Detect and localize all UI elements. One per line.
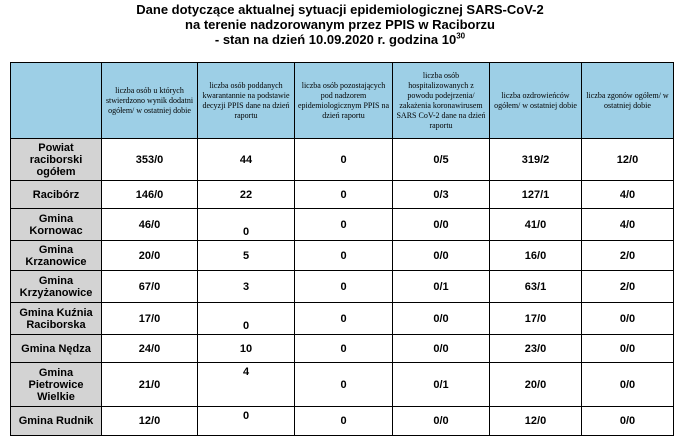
row-name: Gmina Kuźnia Raciborska xyxy=(11,303,102,335)
row-name: Powiat raciborski ogółem xyxy=(11,139,102,181)
surveillance-cell: 0 xyxy=(295,303,393,335)
deaths-cell: 4/0 xyxy=(582,209,674,241)
hospitalized-cell: 0/0 xyxy=(393,241,490,271)
table-row xyxy=(11,241,674,271)
row-name: Gmina Krzanowice xyxy=(11,241,102,271)
hospitalized-cell: 0/5 xyxy=(393,139,490,181)
positive-cell: 12/0 xyxy=(102,407,198,436)
header-positive: liczba osób u których stwierdzono wynik dodatni ogółem/ w ostatniej dobie xyxy=(102,63,198,139)
title-line-3-text: - stan na dzień 10.09.2020 r. godzina 10 xyxy=(214,32,457,47)
surveillance-cell: 0 xyxy=(295,271,393,303)
deaths-cell: 0/0 xyxy=(582,335,674,363)
recovered-cell: 63/1 xyxy=(490,271,582,303)
report-title xyxy=(0,2,680,47)
deaths-cell: 0/0 xyxy=(582,303,674,335)
row-name: Gmina Pietrowice Wielkie xyxy=(11,363,102,407)
table-row xyxy=(11,303,674,335)
surveillance-cell: 0 xyxy=(295,363,393,407)
table-row xyxy=(11,271,674,303)
quarantine-cell: 3 xyxy=(198,271,295,303)
row-name: Gmina Nędza xyxy=(11,335,102,363)
recovered-cell: 20/0 xyxy=(490,363,582,407)
recovered-cell: 41/0 xyxy=(490,209,582,241)
table-row xyxy=(11,209,674,241)
recovered-cell: 17/0 xyxy=(490,303,582,335)
title-line-1: Dane dotyczące aktualnej sytuacji epidemiologicznej SARS-CoV-2 xyxy=(136,2,544,17)
recovered-cell: 23/0 xyxy=(490,335,582,363)
quarantine-cell: 44 xyxy=(198,139,295,181)
recovered-cell: 127/1 xyxy=(490,181,582,209)
deaths-cell: 2/0 xyxy=(582,241,674,271)
positive-cell: 46/0 xyxy=(102,209,198,241)
deaths-cell: 0/0 xyxy=(582,363,674,407)
quarantine-cell: 10 xyxy=(198,335,295,363)
table-row xyxy=(11,335,674,363)
hospitalized-cell: 0/1 xyxy=(393,271,490,303)
covid-statistics-table xyxy=(10,62,674,436)
title-line-2: na terenie nadzorowanym przez PPIS w Raciborzu xyxy=(185,17,495,32)
header-deaths: liczba zgonów ogółem/ w ostatniej dobie xyxy=(582,63,674,139)
surveillance-cell: 0 xyxy=(295,209,393,241)
table-row xyxy=(11,407,674,436)
header-surveillance: liczba osób pozostających pod nadzorem epidemiologicznym PPIS na dzień raportu xyxy=(295,63,393,139)
positive-cell: 67/0 xyxy=(102,271,198,303)
table-row xyxy=(11,139,674,181)
quarantine-cell: 5 xyxy=(198,241,295,271)
row-name: Gmina Krzyżanowice xyxy=(11,271,102,303)
positive-cell: 353/0 xyxy=(102,139,198,181)
quarantine-cell: 4 xyxy=(198,363,295,407)
recovered-cell: 16/0 xyxy=(490,241,582,271)
row-name: Racibórz xyxy=(11,181,102,209)
deaths-cell: 0/0 xyxy=(582,407,674,436)
hospitalized-cell: 0/0 xyxy=(393,407,490,436)
quarantine-cell: 0 xyxy=(198,303,295,335)
recovered-cell: 12/0 xyxy=(490,407,582,436)
surveillance-cell: 0 xyxy=(295,407,393,436)
header-recovered: liczba ozdrowieńców ogółem/ w ostatniej dobie xyxy=(490,63,582,139)
table-row xyxy=(11,363,674,407)
header-quarantine: liczba osób poddanych kwarantannie na podstawie decyzji PPIS dane na dzień raportu xyxy=(198,63,295,139)
deaths-cell: 2/0 xyxy=(582,271,674,303)
header-region xyxy=(11,63,102,139)
quarantine-cell: 0 xyxy=(198,407,295,436)
positive-cell: 17/0 xyxy=(102,303,198,335)
quarantine-cell: 0 xyxy=(198,209,295,241)
surveillance-cell: 0 xyxy=(295,335,393,363)
surveillance-cell: 0 xyxy=(295,139,393,181)
row-name: Gmina Rudnik xyxy=(11,407,102,436)
hospitalized-cell: 0/1 xyxy=(393,363,490,407)
header-row xyxy=(11,63,674,139)
title-line-3 xyxy=(0,32,680,47)
deaths-cell: 4/0 xyxy=(582,181,674,209)
hospitalized-cell: 0/3 xyxy=(393,181,490,209)
header-hospitalized: liczba osób hospitalizowanych z powodu podejrzenia/ zakażenia koronawirusem SARS CoV-2 dane na dzień raportu xyxy=(393,63,490,139)
surveillance-cell: 0 xyxy=(295,181,393,209)
hospitalized-cell: 0/0 xyxy=(393,303,490,335)
hospitalized-cell: 0/0 xyxy=(393,209,490,241)
positive-cell: 21/0 xyxy=(102,363,198,407)
positive-cell: 24/0 xyxy=(102,335,198,363)
positive-cell: 20/0 xyxy=(102,241,198,271)
row-name: Gmina Kornowac xyxy=(11,209,102,241)
table-row xyxy=(11,181,674,209)
surveillance-cell: 0 xyxy=(295,241,393,271)
title-hour-superscript: 30 xyxy=(456,31,466,41)
positive-cell: 146/0 xyxy=(102,181,198,209)
deaths-cell: 12/0 xyxy=(582,139,674,181)
quarantine-cell: 22 xyxy=(198,181,295,209)
recovered-cell: 319/2 xyxy=(490,139,582,181)
hospitalized-cell: 0/0 xyxy=(393,335,490,363)
